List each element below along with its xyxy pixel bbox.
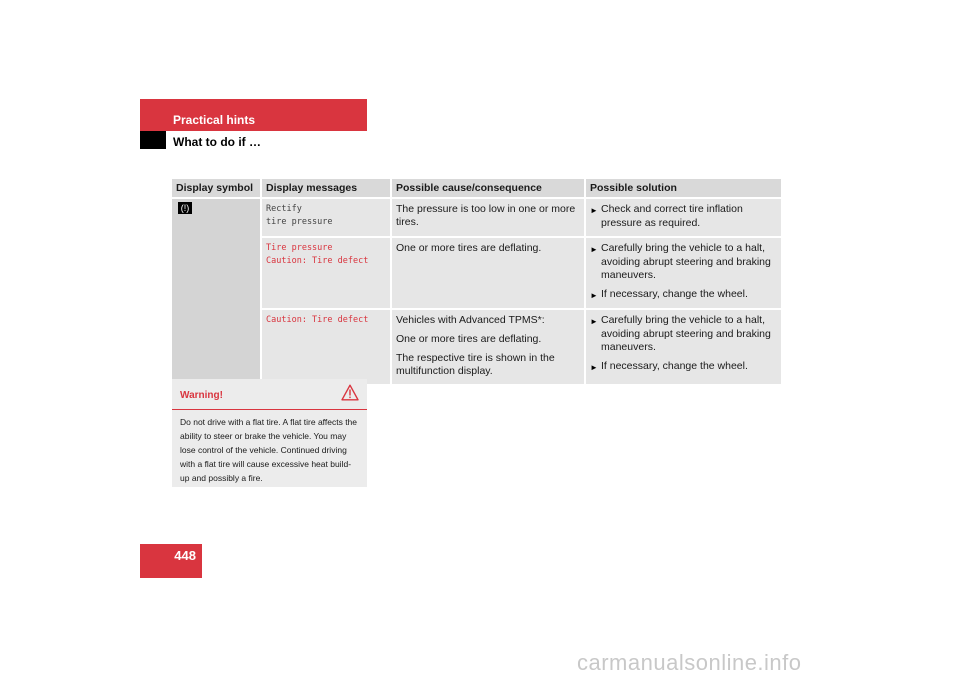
triangle-bullet-icon: ►	[590, 206, 598, 215]
warning-text: Do not drive with a flat tire. A flat tire affects the ability to steer or brake the vehicle. You may lose control of the vehicle. Continued driving with a flat tire will cause excessive heat build-up and possibly a fire.	[180, 417, 358, 483]
table-header-row	[172, 179, 781, 199]
section-title: Practical hints	[173, 113, 256, 127]
solution-cell: ► Carefully bring the vehicle to a halt, avoiding abrupt steering and braking maneuvers. ► If necessary, change the wheel.	[586, 238, 781, 310]
cause-cell: One or more tires are deflating.	[392, 238, 586, 310]
page-subtitle: What to do if …	[173, 135, 261, 149]
column-header: Possible solution	[586, 179, 781, 199]
warning-box	[172, 379, 367, 487]
watermark: carmanualsonline.info	[577, 650, 802, 675]
triangle-bullet-icon: ►	[590, 362, 598, 372]
warning-triangle-icon	[341, 384, 359, 406]
warning-title: Warning!	[180, 390, 223, 401]
table-row	[172, 310, 781, 386]
cause-cell: The pressure is too low in one or more tires.	[392, 199, 586, 238]
page-number: 448	[174, 548, 196, 563]
display-symbol-cell	[172, 199, 262, 386]
column-header: Possible cause/consequence	[392, 179, 586, 199]
display-message-cell: Tire pressure Caution: Tire defect	[262, 238, 392, 310]
display-message-cell: Caution: Tire defect	[262, 310, 392, 386]
cause-cell: Vehicles with Advanced TPMS*: One or more tires are deflating. The respective tire is shown in the multifunction display.	[392, 310, 586, 386]
table-row	[172, 238, 781, 310]
column-header: Display messages	[262, 179, 392, 199]
triangle-bullet-icon: ►	[590, 290, 598, 300]
section-marker	[140, 131, 166, 149]
warning-header	[172, 379, 367, 410]
practical-hints-table	[172, 179, 781, 386]
column-header: Display symbol	[172, 179, 262, 199]
triangle-bullet-icon: ►	[590, 317, 598, 326]
table-row	[172, 199, 781, 238]
display-message-cell: Rectify tire pressure	[262, 199, 392, 238]
tire-pressure-icon: (!)	[178, 202, 192, 214]
solution-cell: ► Check and correct tire inflation pressure as required.	[586, 199, 781, 238]
solution-cell: ► Carefully bring the vehicle to a halt, avoiding abrupt steering and braking maneuvers. ► If necessary, change the wheel.	[586, 310, 781, 386]
page-number-box	[140, 544, 202, 578]
triangle-bullet-icon: ►	[590, 245, 598, 254]
